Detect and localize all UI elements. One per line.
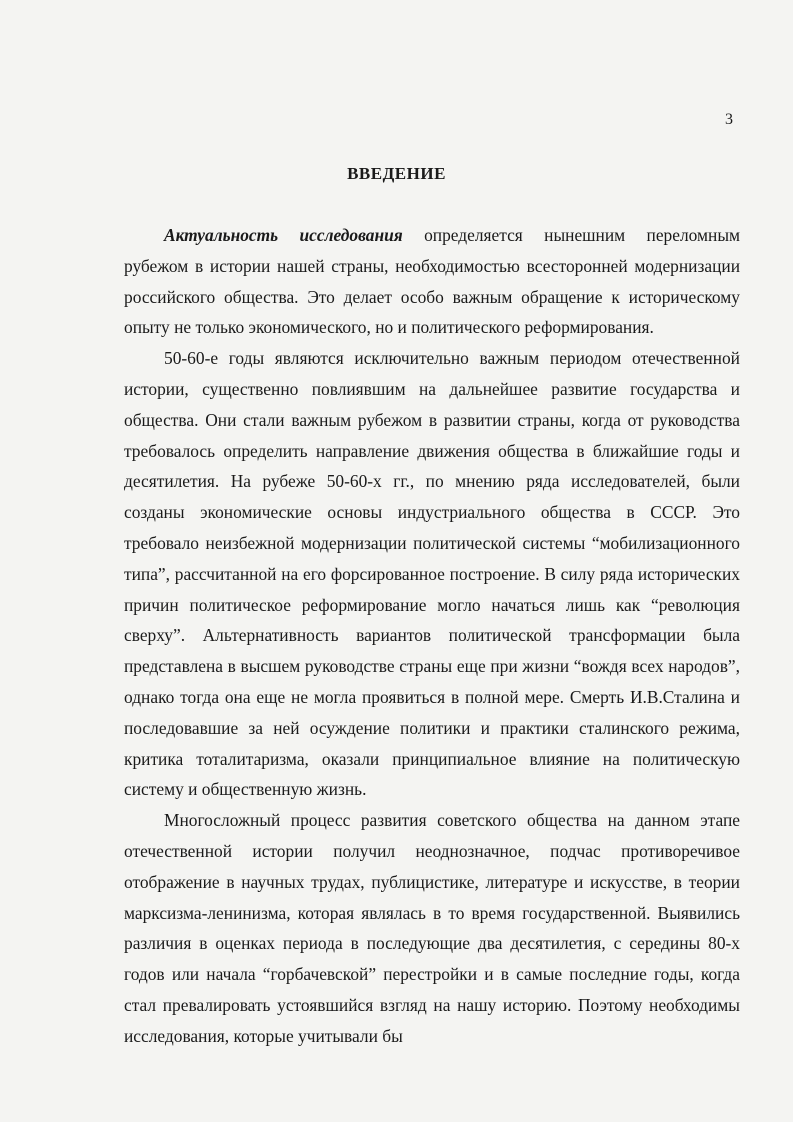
paragraph-historiography [124, 805, 740, 1051]
page-number: 3 [725, 111, 733, 128]
section-heading: ВВЕДЕНИЕ [347, 164, 446, 183]
relevance-term: Актуальность исследования [164, 225, 403, 245]
paragraph-relevance [124, 220, 740, 343]
paragraph-text: 50-60-е годы являются исключительно важным периодом отечественной истории, существенно повлиявшим на дальнейшее развитие государства и общества. Они стали важным рубежом в развитии страны, когда от руководства требовалось определить направление движения общества в ближайшие годы и десятилетия. На рубеже 50-60-х гг., по мнению ряда исследователей, были созданы экономические основы индустриального общества в СССР. Это требовало неизбежной модернизации политической системы “мобилизационного типа”, рассчитанной на его форсированное построение. В силу ряда исторических причин политическое реформирование могло начаться лишь как “революция сверху”. Альтернативность вариантов политической трансформации была представлена в высшем руководстве страны еще при жизни “вождя всех народов”, однако тогда она еще не могла проявиться в полной мере. Смерть И.В.Сталина и последовавшие за ней осуждение политики и практики сталинского режима, критика тоталитаризма, оказали принципиальное влияние на политическую систему и общественную жизнь. [124, 348, 740, 800]
paragraph-text: определяется нынешним переломным рубежом в истории нашей страны, необходимостью всесторонней модернизации российского общества. Это делает особо важным обращение к историческому опыту не только экономического, но и политического реформирования. [124, 225, 741, 338]
body-text [124, 220, 740, 1052]
paragraph-text: Многосложный процесс развития советского общества на данном этапе отечественной истории получил неоднозначное, подчас противоречивое отображение в научных трудах, публицистике, литературе и искусстве, в теории марксизма-ленинизма, которая являлась в то время государственной. Выявились различия в оценках периода в последующие два десятилетия, с середины 80-х годов или начала “горбачевской” перестройки и в самые последние годы, когда стал превалировать устоявшийся взгляд на нашу историю. Поэтому необходимы исследования, которые учитывали бы [124, 810, 740, 1046]
paragraph-period [124, 343, 740, 805]
